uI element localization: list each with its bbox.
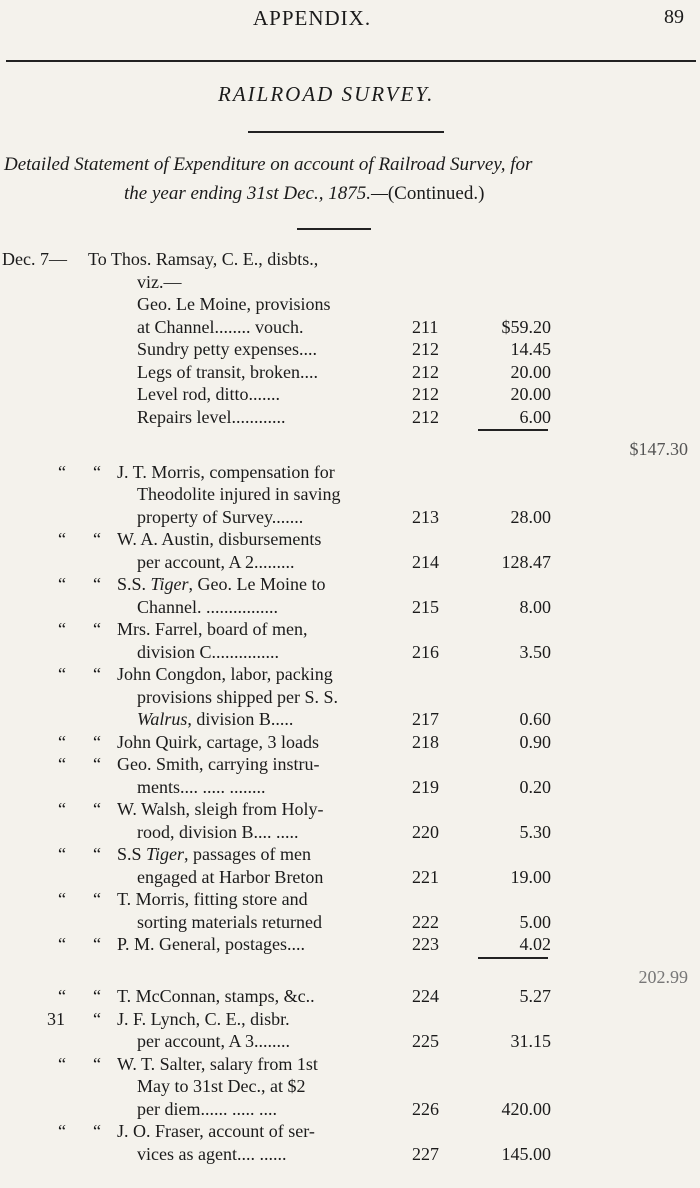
entry-text: S.S. Tiger, Geo. Le Moine to xyxy=(117,574,326,594)
sub-item-text: Sundry petty expenses.... xyxy=(137,339,317,359)
amount: 6.00 xyxy=(519,406,551,427)
entry-text: T. McConnan, stamps, &c.. xyxy=(117,986,315,1006)
voucher-number: 217 xyxy=(412,709,439,729)
ditto-mark: “ xyxy=(93,461,101,482)
voucher-number: 212 xyxy=(412,384,439,404)
entry-text: division C............... xyxy=(137,641,280,662)
ditto-mark: “ xyxy=(93,664,101,684)
voucher-number: 221 xyxy=(412,866,439,887)
ditto-mark: “ xyxy=(58,799,66,819)
entry-text: Mrs. Farrel, board of men, xyxy=(117,619,308,639)
entry-text: T. Morris, fitting store and xyxy=(117,889,308,909)
entry-text: rood, division B.... ..... xyxy=(137,821,299,842)
running-header: APPENDIX. xyxy=(253,6,372,30)
ditto-mark: “ xyxy=(58,844,66,864)
voucher-number: 212 xyxy=(412,361,439,382)
amount: 420.00 xyxy=(501,1098,551,1119)
entry-date: Dec. 7— xyxy=(2,249,67,269)
ditto-mark: “ xyxy=(93,619,101,639)
ditto-mark: “ xyxy=(58,934,66,954)
subtitle-line-2-a: the year ending 31st Dec., 1875.— xyxy=(124,183,388,204)
entry-text: sorting materials returned xyxy=(137,911,322,932)
ditto-mark: “ xyxy=(93,1053,101,1074)
voucher-number: 212 xyxy=(412,406,439,427)
subtitle-rule xyxy=(297,228,371,230)
total-amount: $147.30 xyxy=(629,439,688,459)
subtitle-line-2 xyxy=(124,183,484,205)
title-rule xyxy=(248,131,444,133)
ditto-mark: “ xyxy=(58,529,66,549)
section-title: RAILROAD SURVEY. xyxy=(218,82,435,106)
voucher-number: 211 xyxy=(412,316,439,337)
subtitle-continued: (Continued.) xyxy=(387,183,485,204)
entry-text: May to 31st Dec., at $2 xyxy=(137,1076,306,1096)
sum-rule xyxy=(478,429,548,431)
entry-text: per diem...... ..... .... xyxy=(137,1098,277,1119)
voucher-number: 216 xyxy=(412,641,439,662)
voucher-number: 226 xyxy=(412,1098,439,1119)
ditto-mark: “ xyxy=(93,754,101,774)
amount: 145.00 xyxy=(501,1143,551,1164)
ditto-mark: “ xyxy=(58,889,66,909)
amount: 28.00 xyxy=(510,506,551,527)
amount: 5.00 xyxy=(519,911,551,932)
entry-text: vices as agent.... ...... xyxy=(137,1143,287,1164)
page-number: 89 xyxy=(664,6,684,28)
voucher-number: 222 xyxy=(412,911,439,932)
voucher-number: 220 xyxy=(412,821,439,842)
amount: 5.27 xyxy=(519,986,551,1006)
voucher-number: 225 xyxy=(412,1031,439,1051)
ditto-mark: “ xyxy=(58,731,66,752)
ditto-mark: “ xyxy=(93,799,101,819)
ditto-mark: “ xyxy=(58,986,66,1006)
entry-text: W. A. Austin, disbursements xyxy=(117,529,322,549)
entry-text: per account, A 3........ xyxy=(137,1031,290,1051)
ditto-mark: “ xyxy=(93,889,101,909)
ditto-mark: “ xyxy=(58,619,66,639)
voucher-number: 213 xyxy=(412,506,439,527)
ditto-mark: “ xyxy=(93,844,101,864)
amount: 31.15 xyxy=(510,1031,551,1051)
entry-text: provisions shipped per S. S. xyxy=(137,686,339,707)
ditto-mark: “ xyxy=(58,574,66,594)
voucher-number: 227 xyxy=(412,1143,439,1164)
amount: 19.00 xyxy=(510,866,551,887)
entry-text: J. T. Morris, compensation for xyxy=(117,461,335,482)
sub-item-text: Geo. Le Moine, provisions xyxy=(137,294,331,314)
voucher-number: 212 xyxy=(412,339,439,359)
subtotal-amount: 202.99 xyxy=(638,966,688,987)
entry-text: ments.... ..... ........ xyxy=(137,776,266,797)
voucher-number: 214 xyxy=(412,551,439,572)
entry-text: property of Survey....... xyxy=(137,506,304,527)
ditto-mark: “ xyxy=(93,934,101,954)
ditto-mark: “ xyxy=(93,529,101,549)
amount: 128.47 xyxy=(501,551,551,572)
amount: 8.00 xyxy=(519,596,551,617)
entry-text: Theodolite injured in saving xyxy=(137,484,341,504)
amount: 14.45 xyxy=(510,339,551,359)
amount: 0.60 xyxy=(519,709,551,729)
amount: 0.20 xyxy=(519,776,551,797)
sub-item-text: at Channel........ vouch. xyxy=(137,316,304,337)
sub-item-text: Repairs level............ xyxy=(137,406,286,427)
voucher-number: 219 xyxy=(412,776,439,797)
entry-day: 31 xyxy=(47,1008,65,1029)
ditto-mark: “ xyxy=(58,461,66,482)
entry-text: W. T. Salter, salary from 1st xyxy=(117,1053,318,1074)
entry-text: John Quirk, cartage, 3 loads xyxy=(117,731,319,752)
ditto-mark: “ xyxy=(93,1121,101,1141)
amount: 20.00 xyxy=(510,384,551,404)
sub-item-text: Level rod, ditto....... xyxy=(137,384,280,404)
voucher-number: 224 xyxy=(412,986,439,1006)
ditto-mark: “ xyxy=(93,731,101,752)
entry-viz: viz.— xyxy=(137,271,182,292)
amount: 5.30 xyxy=(519,821,551,842)
entry-text: Channel. ................ xyxy=(137,596,278,617)
entry-text: S.S Tiger, passages of men xyxy=(117,844,312,864)
sub-item-text: Legs of transit, broken.... xyxy=(137,361,318,382)
amount: $59.20 xyxy=(501,316,551,337)
entry-payee: To Thos. Ramsay, C. E., disbts., xyxy=(88,249,319,269)
ditto-mark: “ xyxy=(58,1053,66,1074)
entry-text: J. O. Fraser, account of ser- xyxy=(117,1121,315,1141)
ditto-mark: “ xyxy=(93,574,101,594)
ditto-mark: “ xyxy=(58,1121,66,1141)
voucher-number: 218 xyxy=(412,731,439,752)
entry-text: Geo. Smith, carrying instru- xyxy=(117,754,320,774)
voucher-number: 223 xyxy=(412,934,439,954)
entry-text: J. F. Lynch, C. E., disbr. xyxy=(117,1008,290,1029)
sum-rule xyxy=(478,957,548,959)
entry-text: W. Walsh, sleigh from Holy- xyxy=(117,799,324,819)
subtitle-line-1: Detailed Statement of Expenditure on account of Railroad Survey, for xyxy=(4,154,533,175)
voucher-number: 215 xyxy=(412,596,439,617)
entry-text: John Congdon, labor, packing xyxy=(117,664,333,684)
amount: 3.50 xyxy=(519,641,551,662)
ditto-mark: “ xyxy=(93,986,101,1006)
entry-text: engaged at Harbor Breton xyxy=(137,866,324,887)
amount: 20.00 xyxy=(510,361,551,382)
amount: 0.90 xyxy=(519,731,551,752)
amount: 4.02 xyxy=(519,934,551,954)
ditto-mark: “ xyxy=(93,1008,101,1029)
ditto-mark: “ xyxy=(58,754,66,774)
header-rule xyxy=(6,60,696,62)
entry-text: per account, A 2......... xyxy=(137,551,295,572)
entry-text: P. M. General, postages.... xyxy=(117,934,305,954)
ditto-mark: “ xyxy=(58,664,66,684)
entry-text: Walrus, division B..... xyxy=(137,709,294,729)
